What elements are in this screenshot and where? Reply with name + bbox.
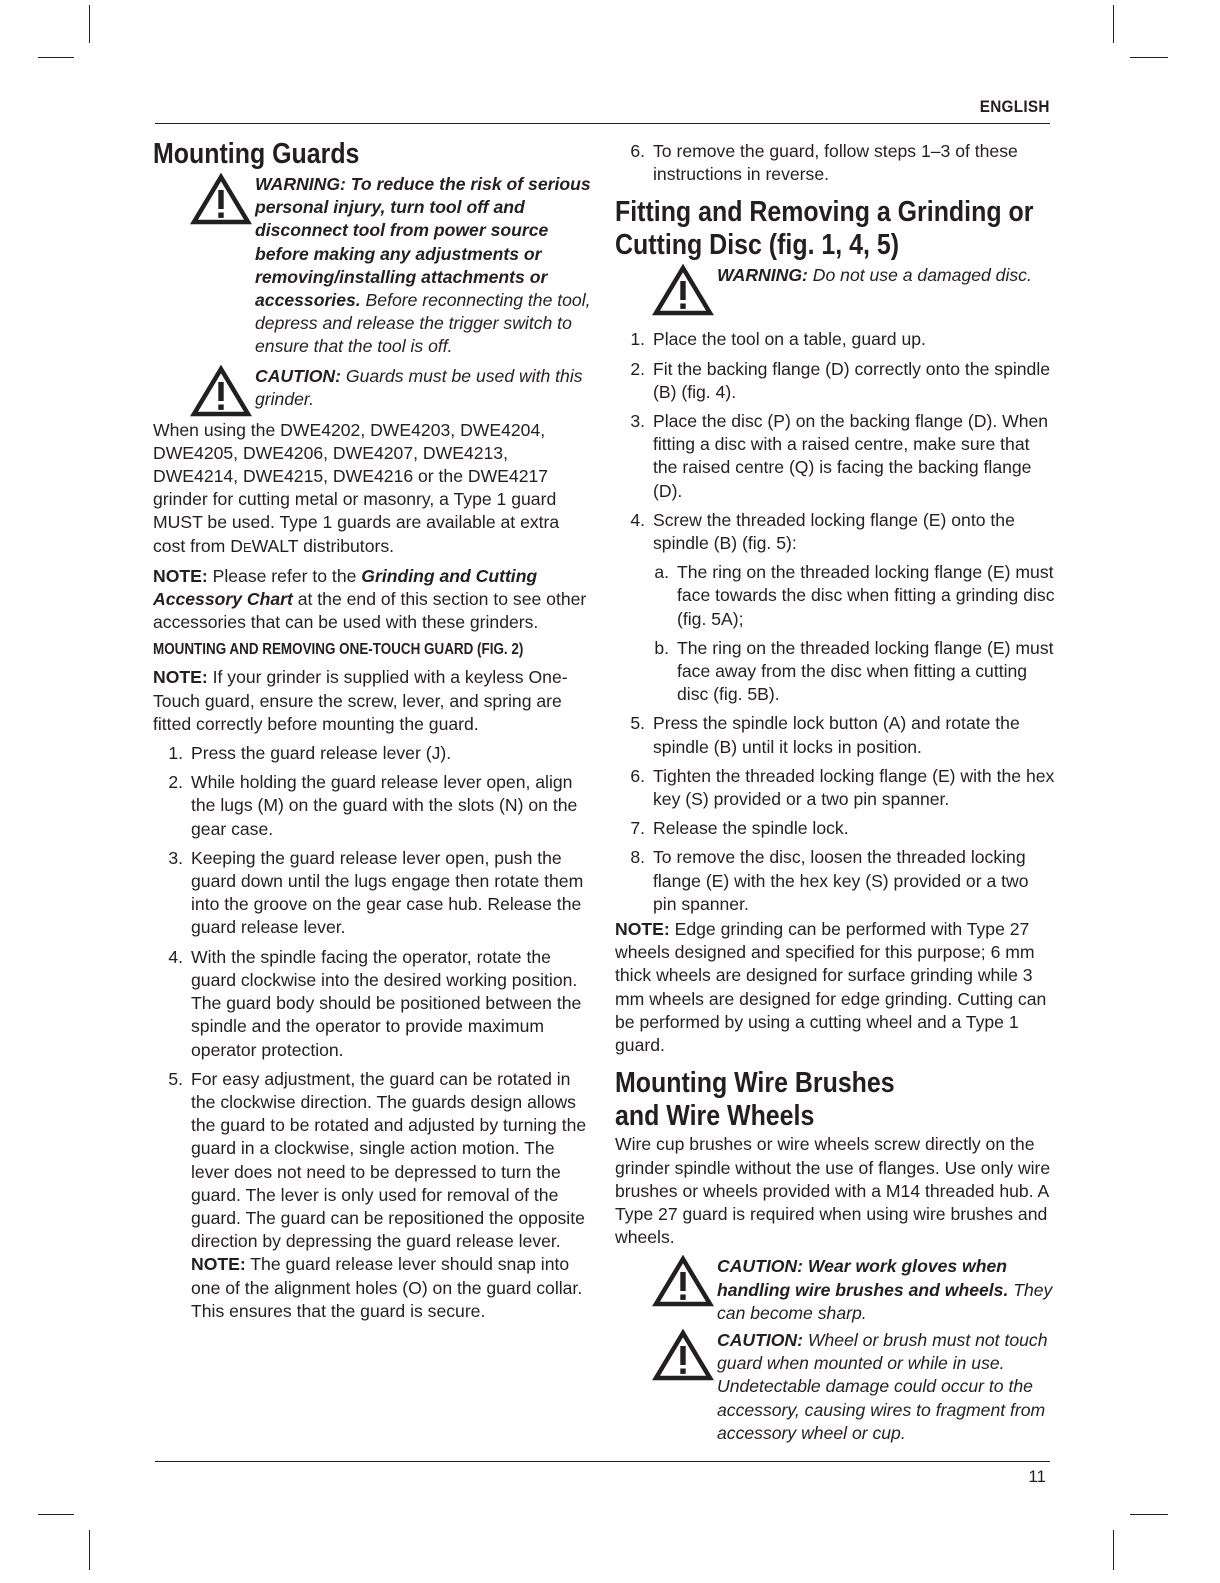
caution-label: CAUTION: [255, 365, 342, 386]
warning-block [615, 264, 1055, 316]
section-title-mounting-guards: Mounting Guards [153, 138, 360, 170]
list-text: Release the spindle lock. [653, 818, 849, 839]
list-item [615, 410, 1055, 503]
note-text: Edge grinding can be performed with Type 27 wheels designed and specified for this purpose; 6 mm thick wheels are designed for surface grinding while 3 mm wheels are designed for edge grinding. Cutting can be performed by using a cutting wheel and a Type 1 guard. [615, 919, 1047, 1056]
note-label: NOTE: [153, 667, 208, 688]
warning-text [717, 264, 1055, 287]
caution-rest-text: They can become sharp. [717, 1279, 1053, 1323]
right-column [615, 138, 1055, 1445]
list-text: With the spindle facing the operator, rotate the guard clockwise into the desired working position. The guard body should be positioned between the spindle and the operator to provide maximum operator protection. [191, 946, 582, 1060]
list-item [153, 771, 593, 841]
list-number: 3. [168, 847, 183, 868]
warning-triangle-icon [190, 173, 252, 225]
list-item [153, 742, 593, 765]
brand-small-caps: E [242, 539, 252, 555]
section-title-wire-brushes [615, 1067, 993, 1133]
note-text: Please refer to the [207, 565, 362, 586]
note-label: NOTE: [615, 919, 670, 940]
note-text: If your grinder is supplied with a keyless One-Touch guard, ensure the screw, lever, and spring are fitted correctly before mounting the guard. [153, 667, 568, 734]
step-text: The guard release lever should snap into one of the alignment holes (O) on the guard collar. This ensures that the guard is secure. [191, 1254, 583, 1321]
warning-triangle-icon [652, 1255, 714, 1307]
disc-steps-list-continued [615, 712, 1055, 916]
note-one-touch [153, 666, 593, 736]
list-text: Press the spindle lock button (A) and rotate the spindle (B) until it locks in position. [653, 713, 1020, 757]
list-text: Fit the backing flange (D) correctly onto the spindle (B) (fig. 4). [653, 358, 1051, 402]
crop-mark [89, 1530, 90, 1570]
section-title-fitting-disc [615, 196, 1034, 262]
warning-triangle-icon [652, 264, 714, 316]
caution-body: Wheel or brush must not touch guard when mounted or while in use. Undetectable damage could occur to the accessory, causing wires to fragment from accessory wheel or cup. [717, 1329, 1048, 1443]
warning-label: WARNING: [717, 265, 808, 286]
caution-block [615, 1329, 1055, 1445]
crop-mark [89, 5, 90, 43]
disc-substeps-list [615, 561, 1055, 706]
list-number: 6. [630, 141, 645, 161]
crop-mark [1113, 1530, 1114, 1570]
list-number: 1. [630, 329, 645, 350]
list-item [615, 358, 1055, 404]
list-number: 6. [630, 765, 645, 786]
caution-text [255, 365, 593, 411]
disc-steps-list [615, 328, 1055, 555]
list-item [153, 847, 593, 940]
list-item [615, 846, 1055, 916]
list-letter: a. [654, 562, 669, 583]
list-number: 4. [630, 509, 645, 530]
subheading-one-touch-guard: MOUNTING AND REMOVING ONE-TOUCH GUARD (FIG. 2) [153, 641, 524, 659]
warning-triangle-icon [190, 365, 252, 417]
list-item [615, 765, 1055, 811]
note-label: NOTE: [191, 1254, 246, 1275]
note-label: NOTE: [153, 565, 208, 586]
list-text: Tighten the threaded locking flange (E) with the hex key (S) provided or a two pin spanner. [653, 765, 1055, 810]
list-text: Press the guard release lever (J). [191, 743, 452, 764]
list-number: 2. [630, 358, 645, 379]
list-text: Screw the threaded locking flange (E) onto the spindle (B) (fig. 5): [653, 509, 1015, 554]
list-number: 1. [168, 743, 183, 764]
caution-bold-text: CAUTION: Wear work gloves when handling wire brushes and wheels. [717, 1256, 1009, 1300]
caution-text [717, 1329, 1055, 1445]
list-number: 7. [630, 818, 645, 839]
warning-rest-text: Before reconnecting the tool, depress and release the trigger switch to ensure that the tool is off. [255, 290, 591, 357]
caution-label: CAUTION: [717, 1329, 804, 1350]
header-rule [155, 123, 1050, 124]
list-text: To remove the disc, loosen the threaded locking flange (E) with the hex key (S) provided or a two pin spanner. [653, 847, 1029, 914]
crop-mark [1130, 1514, 1168, 1515]
list-text [191, 1068, 593, 1323]
list-item [615, 637, 1055, 707]
footer-rule [155, 1461, 1050, 1462]
language-label: ENGLISH [980, 97, 1050, 116]
list-item [153, 946, 593, 1062]
title-line: Cutting Disc (fig. 1, 4, 5) [615, 229, 900, 262]
paragraph-text: WALT distributors. [251, 535, 395, 556]
caution-body: Guards must be used with this grinder. [255, 365, 583, 409]
list-number: 5. [630, 713, 645, 734]
caution-block [615, 1255, 1055, 1325]
guard-steps-continued [615, 140, 1055, 186]
crop-mark [38, 57, 74, 58]
crop-mark [1130, 57, 1168, 58]
note-text: at the end of this section to see other accessories that can be used with these grinders. [153, 589, 587, 633]
guard-steps-list [153, 742, 593, 1323]
paragraph-type1-guard [153, 419, 593, 559]
list-text: Keeping the guard release lever open, push the guard down until the lugs engage then rotate them into the groove on the gear case hub. Release the guard release lever. [191, 847, 584, 938]
step-text: For easy adjustment, the guard can be rotated in the clockwise direction. The guards design allows the guard to be rotated and adjusted by turning the guard in a clockwise, single action motion. The lever does not need to be depressed to turn the guard. The lever is only used for removal of the guard. The guard can be repositioned the opposite direction by depressing the guard release lever. [191, 1068, 587, 1252]
note-emphasis: Grinding and Cutting Accessory Chart [153, 565, 538, 610]
warning-body: Do not use a damaged disc. [807, 265, 1032, 286]
warning-bold-text: WARNING: To reduce the risk of serious personal injury, turn tool off and disconnect tool from power source before making any adjustments or removing/installing attachments or accessories. [255, 174, 591, 311]
title-line: Fitting and Removing a Grinding or [615, 196, 1034, 229]
list-number: 2. [168, 772, 183, 793]
list-item [615, 561, 1055, 631]
list-number: 3. [630, 411, 645, 432]
left-column [153, 138, 593, 1329]
list-text: To remove the guard, follow steps 1–3 of these instructions in reverse. [653, 141, 1018, 185]
list-item [615, 328, 1055, 351]
list-text: While holding the guard release lever open, align the lugs (M) on the guard with the slots (N) on the gear case. [191, 772, 578, 839]
list-number: 8. [630, 847, 645, 868]
paragraph-wire-brushes: Wire cup brushes or wire wheels screw directly on the grinder spindle without the use of flanges. Use only wire brushes or wheels provided with a M14 threaded hub. A Type 27 guard is required when using wire brushes and wheels. [615, 1134, 1051, 1248]
list-number: 5. [168, 1068, 183, 1089]
note-edge-grinding [615, 918, 1055, 1057]
warning-block [153, 173, 593, 359]
list-text: Place the tool on a table, guard up. [653, 329, 926, 350]
warning-triangle-icon [652, 1329, 714, 1381]
warning-text [255, 173, 593, 359]
list-number: 4. [168, 946, 183, 967]
title-line: and Wire Wheels [615, 1100, 815, 1133]
list-item [615, 509, 1055, 555]
note-accessory-chart [153, 565, 593, 635]
page-number: 11 [1028, 1467, 1046, 1486]
list-text: The ring on the threaded locking flange (E) must face away from the disc when fitting a cutting disc (fig. 5B). [677, 637, 1054, 705]
crop-mark [38, 1514, 74, 1515]
list-text: Place the disc (P) on the backing flange (D). When fitting a disc with a raised centre, make sure that the raised centre (Q) is facing the backing flange (D). [653, 411, 1049, 501]
list-text: The ring on the threaded locking flange (E) must face towards the disc when fitting a grinding disc (fig. 5A); [677, 562, 1055, 629]
caution-block [153, 365, 593, 417]
list-letter: b. [654, 637, 669, 658]
caution-text [717, 1255, 1055, 1325]
list-item [615, 140, 1055, 186]
list-item [153, 1068, 593, 1323]
list-item [615, 712, 1055, 758]
list-item [615, 817, 1055, 840]
title-line: Mounting Wire Brushes [615, 1067, 895, 1100]
paragraph-text: When using the DWE4202, DWE4203, DWE4204, DWE4205, DWE4206, DWE4207, DWE4213, DWE4214, DWE4215, DWE4216 or the DWE4217 grinder for cutting metal or masonry, a Type 1 guard MUST be used. Type 1 guards are available at extra cost from D [153, 419, 560, 556]
crop-mark [1113, 5, 1114, 43]
